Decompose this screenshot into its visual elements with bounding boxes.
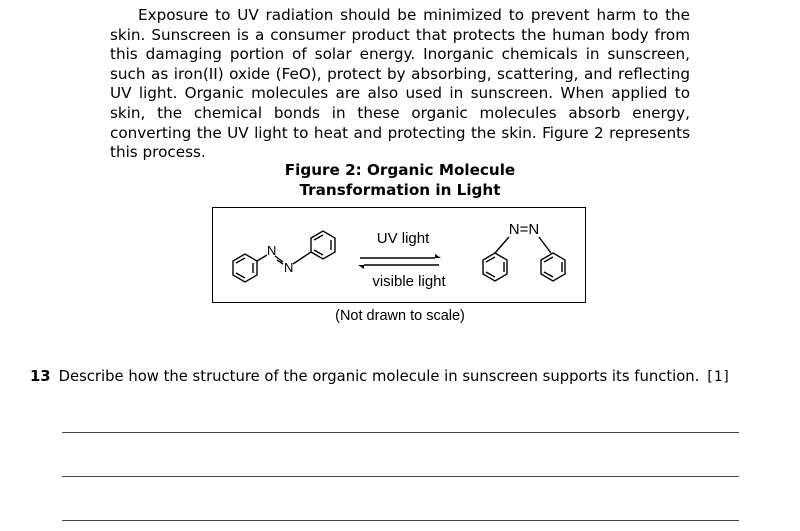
answer-line[interactable] — [62, 476, 739, 477]
question-number: 13 — [30, 368, 51, 385]
question-13 — [30, 367, 760, 387]
figure-diagram — [212, 207, 586, 303]
figure-caption: (Not drawn to scale) — [335, 308, 465, 324]
passage — [110, 6, 690, 163]
figure-title-line2: Transformation in Light — [299, 181, 501, 199]
uv-light-label: UV light — [376, 230, 430, 247]
azo-n-top: N — [267, 243, 277, 258]
benzene-ring-right-right — [541, 253, 565, 281]
passage-text: Exposure to UV radiation should be minimized to prevent harm to the skin. Sunscreen is a consumer product that protects the human body from this damaging portion of solar energy. Inorganic chemicals in sunscreen, such as iron(II) oxide (FeO), protect by absorbing, scattering, and reflecting UV light. Organic molecules are also used in sunscreen. When applied to skin, the chemical bonds in these organic molecules absorb energy, converting the UV light to heat and protecting the skin. Figure 2 represents this process. — [110, 6, 690, 162]
visible-light-label: visible light — [372, 273, 446, 290]
cis-azobenzene — [483, 237, 565, 281]
cis-azo-label: N=N — [508, 221, 540, 238]
answer-line[interactable] — [62, 432, 739, 433]
azo-n-bottom: N — [284, 260, 294, 275]
question-text: Describe how the structure of the organic molecule in sunscreen supports its function. — [58, 368, 700, 385]
benzene-ring-left-lower — [233, 254, 257, 282]
answer-line[interactable] — [62, 520, 739, 521]
benzene-ring-right-left — [483, 253, 507, 281]
question-points: [1] — [705, 369, 731, 385]
reaction-diagram — [213, 208, 587, 304]
figure-title-line1: Figure 2: Organic Molecule — [284, 161, 516, 179]
equilibrium-arrows — [358, 254, 441, 269]
figure-title — [250, 160, 550, 200]
benzene-ring-left-upper — [311, 231, 335, 259]
